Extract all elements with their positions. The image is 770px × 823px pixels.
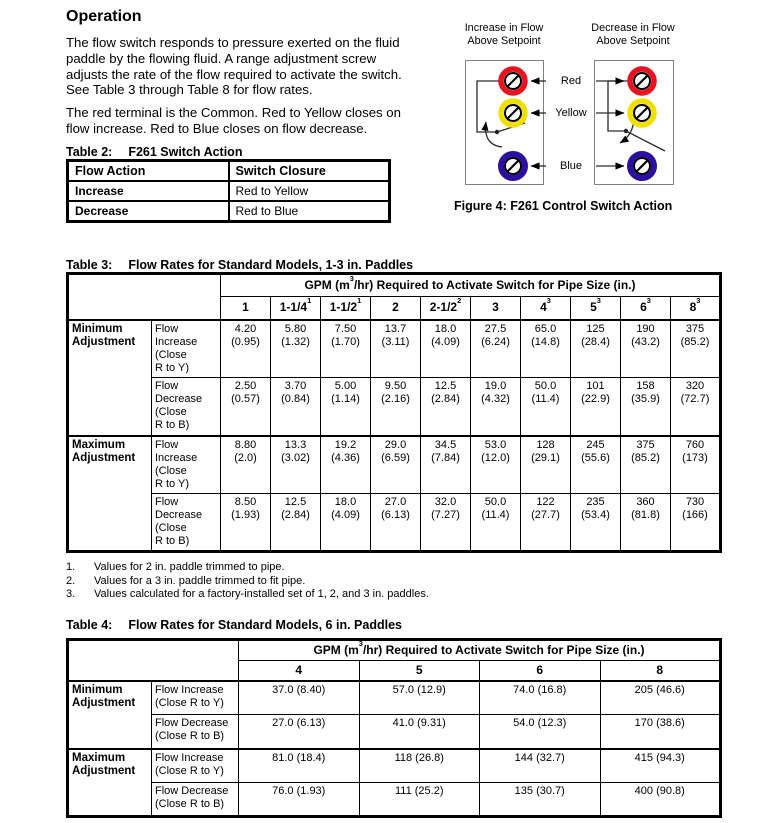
flow-value-cell: 41.0 (9.31): [359, 715, 480, 749]
flow-value-cell: 122 (27.7): [521, 494, 571, 552]
flow-value-cell: 245 (55.6): [571, 436, 621, 494]
pipe-size-header: $1-1/4^1$: [271, 297, 321, 320]
flow-value-cell: 144 (32.7): [480, 749, 601, 783]
flow-value-cell: 12.5 (2.84): [421, 378, 471, 436]
table-row: [68, 378, 721, 436]
row-group-label: Maximum Adjustment: [68, 749, 152, 817]
flow-value-cell: 18.0 (4.09): [421, 320, 471, 378]
section-heading: Operation: [66, 8, 142, 25]
row-label: Flow Decrease (Close R to B): [152, 378, 221, 436]
flow-value-cell: 135 (30.7): [480, 783, 601, 817]
flow-value-cell: 27.5 (6.24): [471, 320, 521, 378]
gpm-header: GPM $(m^3/hr)$ Required to Activate Switch for Pipe Size (in.): [221, 274, 721, 297]
flow-value-cell: 50.0 (11.4): [521, 378, 571, 436]
flow-value-cell: 400 (90.8): [600, 783, 721, 817]
flow-value-cell: 111 (25.2): [359, 783, 480, 817]
table2-title: [66, 145, 242, 159]
pipe-size-header: 3: [471, 297, 521, 320]
footnote-text: Values calculated for a factory-installed set of 1, 2, and 3 in. paddles.: [94, 588, 429, 600]
flow-value-cell: 7.50 (1.70): [321, 320, 371, 378]
flow-value-cell: 9.50 (2.16): [371, 378, 421, 436]
flow-value-cell: 170 (38.6): [600, 715, 721, 749]
flow-value-cell: 360 (81.8): [621, 494, 671, 552]
table-row: [68, 494, 721, 552]
yellow-terminal-icon: [496, 96, 530, 130]
row-group-label: Minimum Adjustment: [68, 320, 152, 436]
flow-rates-table-1-3in: [66, 272, 722, 553]
table3-title: [66, 258, 413, 272]
table-row: [68, 715, 721, 749]
pipe-size-header: $8^3$: [671, 297, 721, 320]
flow-value-cell: 19.0 (4.32): [471, 378, 521, 436]
pipe-size-header: 6: [480, 661, 601, 681]
footnote-number: 1.: [66, 561, 76, 573]
flow-value-cell: 37.0 (8.40): [239, 681, 360, 715]
row-label: Flow Increase (Close R to Y): [152, 681, 239, 715]
flow-value-cell: 74.0 (16.8): [480, 681, 601, 715]
pipe-size-header: 2: [371, 297, 421, 320]
table2-title-label: Table 2:: [66, 145, 113, 159]
row-label: Flow Decrease (Close R to B): [152, 715, 239, 749]
row-label: Flow Increase (Close R to Y): [152, 320, 221, 378]
table2-header-switch-closure: Switch Closure: [229, 161, 390, 182]
switch-action-table: [66, 159, 391, 223]
terminal-label-yellow: Yellow: [555, 107, 587, 119]
table4-title-text: Flow Rates for Standard Models, 6 in. Paddles: [128, 618, 402, 632]
pipe-size-header: 5: [359, 661, 480, 681]
flow-value-cell: 76.0 (1.93): [239, 783, 360, 817]
corner-cell: [68, 274, 221, 320]
row-group-label: Minimum Adjustment: [68, 681, 152, 749]
footnote-number: 3.: [66, 588, 76, 600]
flow-value-cell: 125 (28.4): [571, 320, 621, 378]
table4-title: [66, 618, 402, 632]
terminal-label-red: Red: [560, 75, 582, 87]
flow-value-cell: 2.50 (0.57): [221, 378, 271, 436]
table2-cell-closure: Red to Yellow: [229, 181, 390, 201]
flow-value-cell: 32.0 (7.27): [421, 494, 471, 552]
table-row: [68, 681, 721, 715]
flow-value-cell: 3.70 (0.84): [271, 378, 321, 436]
pipe-size-header: $4^3$: [521, 297, 571, 320]
table2-cell-closure: Red to Blue: [229, 201, 390, 222]
table2-cell-action: Decrease: [68, 201, 229, 222]
flow-value-cell: 27.0 (6.13): [239, 715, 360, 749]
flow-value-cell: 101 (22.9): [571, 378, 621, 436]
pipe-size-header: $6^3$: [621, 297, 671, 320]
wiring-diagram-lines: [440, 20, 745, 225]
flow-value-cell: 18.0 (4.09): [321, 494, 371, 552]
row-label: Flow Increase (Close R to Y): [152, 749, 239, 783]
row-label: Flow Decrease (Close R to B): [152, 494, 221, 552]
gpm-header-row: [68, 274, 721, 297]
footnote: [66, 588, 626, 602]
table3-title-label: Table 3:: [66, 258, 113, 272]
figure-left-heading-line2: Above Setpoint: [467, 35, 541, 47]
footnote-number: 2.: [66, 574, 76, 587]
table-row: [68, 320, 721, 378]
flow-value-cell: 81.0 (18.4): [239, 749, 360, 783]
blue-terminal-icon: [625, 149, 659, 183]
footnote-list: [66, 561, 626, 602]
flow-value-cell: 54.0 (12.3): [480, 715, 601, 749]
flow-value-cell: 13.3 (3.02): [271, 436, 321, 494]
table2-header-flow-action: Flow Action: [68, 161, 229, 182]
flow-value-cell: 19.2 (4.36): [321, 436, 371, 494]
table3-title-text: Flow Rates for Standard Models, 1-3 in. Paddles: [128, 258, 414, 272]
table-row: [68, 783, 721, 817]
flow-value-cell: 5.00 (1.14): [321, 378, 371, 436]
footnote: [66, 575, 626, 589]
table2-title-text: F261 Switch Action: [128, 145, 243, 159]
flow-value-cell: 50.0 (11.4): [471, 494, 521, 552]
flow-value-cell: 190 (43.2): [621, 320, 671, 378]
figure-right-heading-line2: Above Setpoint: [596, 35, 670, 47]
red-terminal-icon: [625, 64, 659, 98]
table4-title-label: Table 4:: [66, 618, 113, 632]
blue-terminal-icon: [496, 149, 530, 183]
flow-value-cell: 118 (26.8): [359, 749, 480, 783]
yellow-terminal-icon: [625, 96, 659, 130]
flow-value-cell: 205 (46.6): [600, 681, 721, 715]
pipe-size-header: $5^3$: [571, 297, 621, 320]
figure-f261-control-switch-action: [440, 20, 745, 225]
red-terminal-icon: [496, 64, 530, 98]
flow-value-cell: 320 (72.7): [671, 378, 721, 436]
table-row: [68, 436, 721, 494]
pipe-size-header: $2-1/2^2$: [421, 297, 471, 320]
footnote-text: Values for 2 in. paddle trimmed to pipe.: [94, 561, 285, 573]
pipe-size-header: 1: [221, 297, 271, 320]
row-label: Flow Decrease (Close R to B): [152, 783, 239, 817]
flow-value-cell: 57.0 (12.9): [359, 681, 480, 715]
operation-paragraph-1: The flow switch responds to pressure exerted on the fluid paddle by the flowing fluid. A range adjustment screw adjusts the rate of the flow required to activate the switch. See Table 3 through Table 8 for flow rates.: [66, 35, 402, 98]
flow-value-cell: 375 (85.2): [621, 436, 671, 494]
terminal-label-blue: Blue: [559, 160, 583, 172]
pipe-size-header: 8: [600, 661, 721, 681]
flow-value-cell: 5.80 (1.32): [271, 320, 321, 378]
pipe-size-header: 4: [239, 661, 360, 681]
flow-value-cell: 34.5 (7.84): [421, 436, 471, 494]
flow-value-cell: 13.7 (3.11): [371, 320, 421, 378]
table-row: [68, 749, 721, 783]
figure-right-heading-line1: Decrease in Flow: [591, 22, 675, 34]
flow-value-cell: 4.20 (0.95): [221, 320, 271, 378]
figure-caption: Figure 4: F261 Control Switch Action: [454, 199, 673, 213]
gpm-header-row: [68, 640, 721, 661]
pipe-size-header: $1-1/2^1$: [321, 297, 371, 320]
flow-value-cell: 53.0 (12.0): [471, 436, 521, 494]
flow-value-cell: 235 (53.4): [571, 494, 621, 552]
flow-value-cell: 27.0 (6.13): [371, 494, 421, 552]
table2-cell-action: Increase: [68, 181, 229, 201]
row-label: Flow Increase (Close R to Y): [152, 436, 221, 494]
figure-left-heading-line1: Increase in Flow: [464, 22, 544, 34]
corner-cell: [68, 640, 239, 681]
flow-value-cell: 158 (35.9): [621, 378, 671, 436]
flow-value-cell: 12.5 (2.84): [271, 494, 321, 552]
flow-value-cell: 760 (173): [671, 436, 721, 494]
flow-value-cell: 375 (85.2): [671, 320, 721, 378]
gpm-header: GPM $(m^3/hr)$ Required to Activate Switch for Pipe Size (in.): [239, 640, 721, 661]
flow-value-cell: 730 (166): [671, 494, 721, 552]
flow-value-cell: 415 (94.3): [600, 749, 721, 783]
flow-value-cell: 65.0 (14.8): [521, 320, 571, 378]
row-group-label: Maximum Adjustment: [68, 436, 152, 552]
footnote: [66, 561, 626, 575]
flow-rates-table-6in: [66, 638, 722, 818]
footnote-text: Values for a 3 in. paddle trimmed to fit pipe.: [94, 574, 306, 587]
flow-value-cell: 29.0 (6.59): [371, 436, 421, 494]
flow-value-cell: 8.50 (1.93): [221, 494, 271, 552]
operation-paragraph-2: The red terminal is the Common. Red to Yellow closes on flow increase. Red to Blue closes on flow decrease.: [66, 105, 401, 136]
flow-value-cell: 8.80 (2.0): [221, 436, 271, 494]
flow-value-cell: 128 (29.1): [521, 436, 571, 494]
